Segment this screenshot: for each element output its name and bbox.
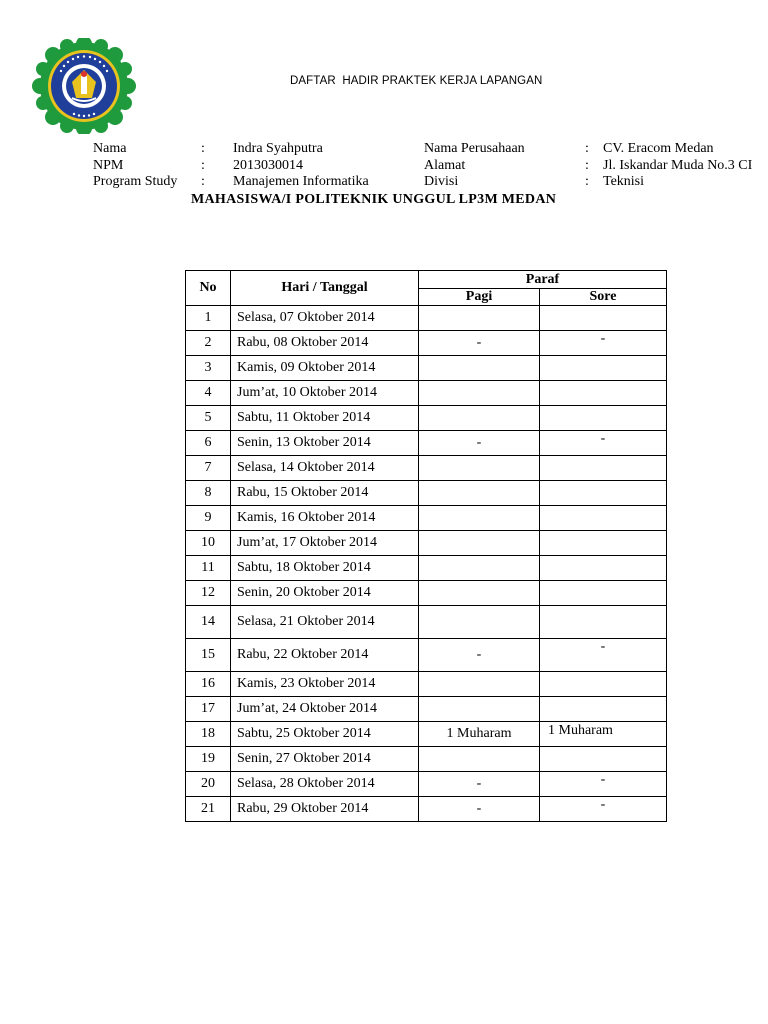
cell-no: 11 <box>186 556 231 581</box>
cell-pagi <box>419 381 540 406</box>
cell-sore <box>540 356 667 381</box>
cell-hari-tanggal: Selasa, 14 Oktober 2014 <box>231 456 419 481</box>
label-divisi: Divisi <box>424 174 459 189</box>
table-row <box>186 531 667 556</box>
attendance-table <box>185 270 667 822</box>
cell-sore <box>540 456 667 481</box>
cell-hari-tanggal: Rabu, 08 Oktober 2014 <box>231 331 419 356</box>
table-row <box>186 506 667 531</box>
cell-hari-tanggal: Kamis, 09 Oktober 2014 <box>231 356 419 381</box>
cell-no: 1 <box>186 306 231 331</box>
cell-hari-tanggal: Selasa, 07 Oktober 2014 <box>231 306 419 331</box>
cell-hari-tanggal: Jum’at, 24 Oktober 2014 <box>231 697 419 722</box>
cell-pagi: 1 Muharam <box>419 722 540 747</box>
sore-value: 1 Muharam <box>548 723 613 738</box>
cell-sore <box>540 672 667 697</box>
cell-pagi <box>419 356 540 381</box>
table-row <box>186 306 667 331</box>
cell-pagi <box>419 406 540 431</box>
cell-pagi: - <box>419 639 540 672</box>
table-row <box>186 606 667 639</box>
cell-sore <box>540 606 667 639</box>
cell-hari-tanggal: Jum’at, 17 Oktober 2014 <box>231 531 419 556</box>
label-npm: NPM <box>93 157 124 173</box>
table-row <box>186 356 667 381</box>
label-nama: Nama <box>93 141 127 156</box>
cell-no: 4 <box>186 381 231 406</box>
header-sore: Sore <box>540 289 667 306</box>
sore-value: - <box>600 331 606 346</box>
cell-hari-tanggal: Senin, 27 Oktober 2014 <box>231 747 419 772</box>
cell-pagi <box>419 506 540 531</box>
cell-sore <box>540 639 667 672</box>
table-row <box>186 672 667 697</box>
colon: : <box>201 141 205 156</box>
cell-sore <box>540 381 667 406</box>
cell-no: 8 <box>186 481 231 506</box>
colon: : <box>585 157 589 173</box>
cell-sore <box>540 722 667 747</box>
cell-sore <box>540 581 667 606</box>
table-row <box>186 722 667 747</box>
cell-pagi <box>419 672 540 697</box>
table-row <box>186 556 667 581</box>
table-row <box>186 406 667 431</box>
cell-no: 20 <box>186 772 231 797</box>
value-nama: Indra Syahputra <box>233 141 323 156</box>
cell-pagi <box>419 456 540 481</box>
cell-pagi <box>419 606 540 639</box>
cell-hari-tanggal: Jum’at, 10 Oktober 2014 <box>231 381 419 406</box>
cell-pagi <box>419 306 540 331</box>
cell-no: 7 <box>186 456 231 481</box>
document-title: DAFTAR HADIR PRAKTEK KERJA LAPANGAN <box>290 75 543 87</box>
company-info-labels <box>424 141 525 191</box>
table-row <box>186 481 667 506</box>
cell-hari-tanggal: Senin, 13 Oktober 2014 <box>231 431 419 456</box>
cell-sore <box>540 331 667 356</box>
cell-no: 5 <box>186 406 231 431</box>
cell-sore <box>540 481 667 506</box>
cell-pagi: - <box>419 797 540 822</box>
company-info-colons <box>585 141 589 191</box>
cell-no: 10 <box>186 531 231 556</box>
colon: : <box>201 157 205 173</box>
value-divisi: Teknisi <box>603 174 645 189</box>
cell-no: 12 <box>186 581 231 606</box>
value-program-study: Manajemen Informatika <box>233 174 369 189</box>
student-info-labels <box>93 141 177 191</box>
cell-hari-tanggal: Kamis, 23 Oktober 2014 <box>231 672 419 697</box>
colon: : <box>201 174 205 189</box>
cell-pagi <box>419 481 540 506</box>
table-row <box>186 331 667 356</box>
cell-no: 15 <box>186 639 231 672</box>
table-row <box>186 747 667 772</box>
institution-subtitle: MAHASISWA/I POLITEKNIK UNGGUL LP3M MEDAN <box>191 192 557 207</box>
table-row <box>186 456 667 481</box>
label-alamat: Alamat <box>424 157 466 173</box>
colon: : <box>585 174 589 189</box>
cell-no: 19 <box>186 747 231 772</box>
cell-pagi <box>419 581 540 606</box>
header-pagi: Pagi <box>419 289 540 306</box>
sore-value: - <box>600 797 606 812</box>
cell-pagi: - <box>419 331 540 356</box>
cell-pagi <box>419 747 540 772</box>
cell-hari-tanggal: Sabtu, 18 Oktober 2014 <box>231 556 419 581</box>
cell-sore <box>540 306 667 331</box>
attendance-rows <box>186 306 667 822</box>
cell-sore <box>540 747 667 772</box>
cell-no: 14 <box>186 606 231 639</box>
cell-hari-tanggal: Rabu, 15 Oktober 2014 <box>231 481 419 506</box>
table-row <box>186 797 667 822</box>
cell-no: 9 <box>186 506 231 531</box>
table-row <box>186 697 667 722</box>
colon: : <box>585 141 589 156</box>
cell-sore <box>540 797 667 822</box>
cell-pagi <box>419 556 540 581</box>
table-row <box>186 581 667 606</box>
value-nama-perusahaan: CV. Eracom Medan <box>603 141 714 156</box>
company-info-values <box>603 141 752 191</box>
cell-pagi: - <box>419 431 540 456</box>
sore-value: - <box>600 431 606 446</box>
table-row <box>186 772 667 797</box>
politeknik-unggul-logo <box>26 38 142 134</box>
student-info-values <box>233 141 369 191</box>
cell-hari-tanggal: Selasa, 28 Oktober 2014 <box>231 772 419 797</box>
header-paraf: Paraf <box>419 271 667 289</box>
cell-no: 3 <box>186 356 231 381</box>
table-row <box>186 431 667 456</box>
cell-hari-tanggal: Sabtu, 11 Oktober 2014 <box>231 406 419 431</box>
cell-no: 21 <box>186 797 231 822</box>
cell-sore <box>540 772 667 797</box>
student-info-colons <box>201 141 205 191</box>
sore-value: - <box>600 772 606 787</box>
table-row <box>186 381 667 406</box>
sore-value: - <box>600 639 606 654</box>
cell-pagi: - <box>419 772 540 797</box>
cell-no: 16 <box>186 672 231 697</box>
cell-no: 6 <box>186 431 231 456</box>
cell-no: 2 <box>186 331 231 356</box>
cell-sore <box>540 697 667 722</box>
cell-hari-tanggal: Sabtu, 25 Oktober 2014 <box>231 722 419 747</box>
cell-pagi <box>419 697 540 722</box>
cell-pagi <box>419 531 540 556</box>
cell-hari-tanggal: Rabu, 29 Oktober 2014 <box>231 797 419 822</box>
cell-no: 18 <box>186 722 231 747</box>
label-program-study: Program Study <box>93 174 178 189</box>
value-npm: 2013030014 <box>233 157 303 173</box>
cell-hari-tanggal: Selasa, 21 Oktober 2014 <box>231 606 419 639</box>
cell-sore <box>540 531 667 556</box>
cell-no: 17 <box>186 697 231 722</box>
table-row <box>186 639 667 672</box>
value-alamat: Jl. Iskandar Muda No.3 CI <box>603 157 753 173</box>
label-nama-perusahaan: Nama Perusahaan <box>424 141 525 156</box>
cell-hari-tanggal: Senin, 20 Oktober 2014 <box>231 581 419 606</box>
header-hari-tanggal: Hari / Tanggal <box>231 271 419 306</box>
cell-sore <box>540 431 667 456</box>
cell-sore <box>540 506 667 531</box>
cell-sore <box>540 406 667 431</box>
cell-hari-tanggal: Rabu, 22 Oktober 2014 <box>231 639 419 672</box>
cell-hari-tanggal: Kamis, 16 Oktober 2014 <box>231 506 419 531</box>
header-no: No <box>186 271 231 306</box>
cell-sore <box>540 556 667 581</box>
